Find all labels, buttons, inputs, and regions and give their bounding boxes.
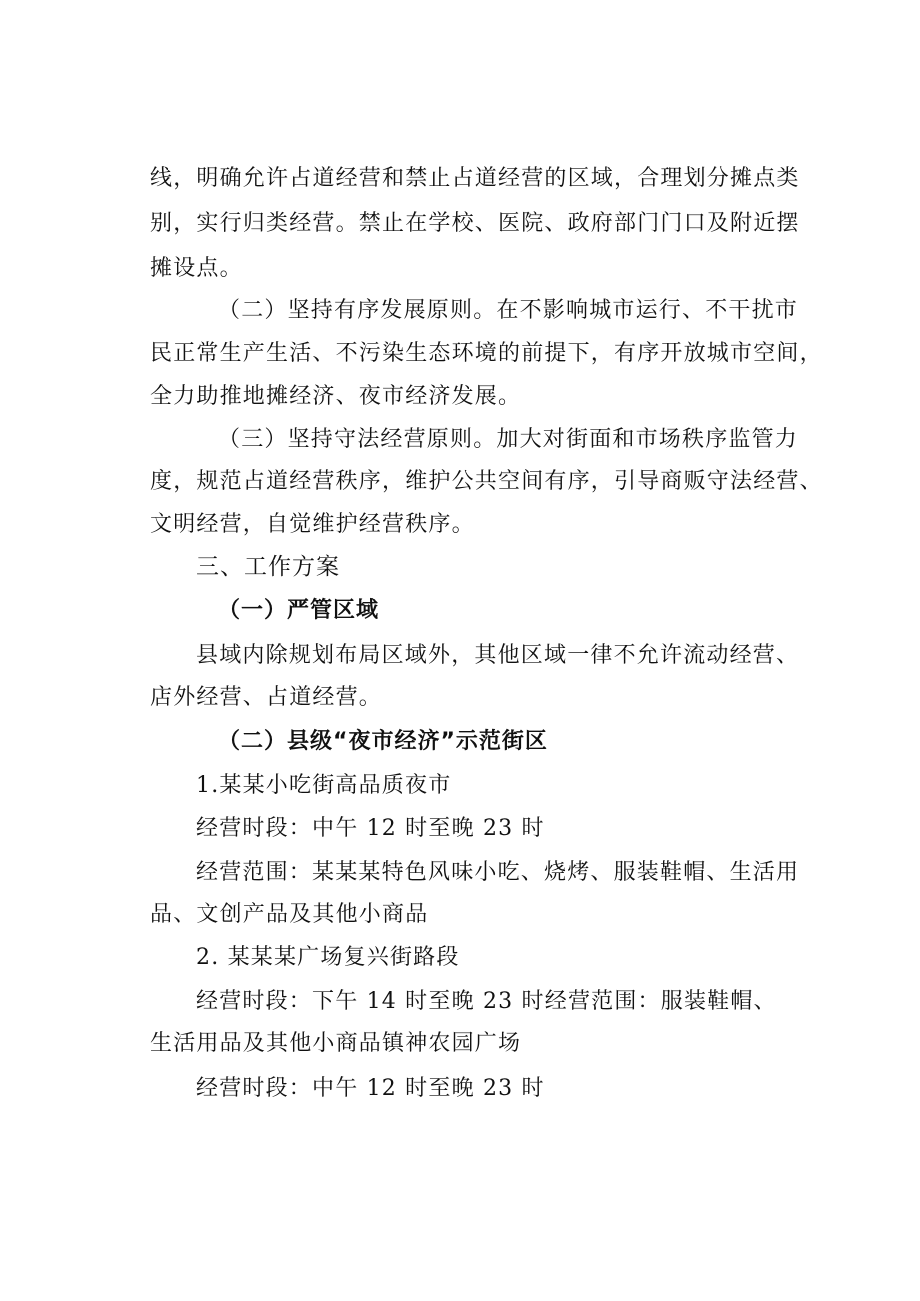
paragraph-1-line-2: 别，实行归类经营。禁止在学校、医院、政府部门门口及附近摆 xyxy=(150,211,800,236)
item-1-scope-line-2: 品、文创产品及其他小商品 xyxy=(150,902,429,927)
subsection-1-line-2: 店外经营、占道经营。 xyxy=(150,685,383,710)
section-3-title: 三、工作方案 xyxy=(196,554,340,580)
paragraph-2-line-3: 全力助推地摊经济、夜市经济发展。 xyxy=(150,384,522,409)
item-1-hours: 经营时段：中午 12 时至晚 23 时 xyxy=(196,816,545,841)
subsection-1-line-1: 县域内除规划布局区域外，其他区域一律不允许流动经营、 xyxy=(196,643,800,668)
paragraph-3-line-3: 文明经营，自觉维护经营秩序。 xyxy=(150,512,475,537)
paragraph-2-line-2: 民正常生产生活、不污染生态环境的前提下，有序开放城市空间， xyxy=(150,341,823,366)
paragraph-3-line-1: （三）坚持守法经营原则。加大对街面和市场秩序监管力 xyxy=(218,427,799,452)
item-2-line-2: 生活用品及其他小商品镇神农园广场 xyxy=(150,1031,522,1056)
subsection-1-title: （一）严管区域 xyxy=(218,598,380,623)
item-1-title: 1.某某小吃街高品质夜市 xyxy=(196,773,452,798)
subsection-2-title: （二）县级“夜市经济”示范街区 xyxy=(218,729,548,754)
item-2-title: 2. 某某某广场复兴街路段 xyxy=(196,945,460,970)
item-2-line-1: 经营时段：下午 14 时至晚 23 时经营范围：服装鞋帽、 xyxy=(196,989,777,1014)
item-3-hours: 经营时段：中午 12 时至晚 23 时 xyxy=(196,1076,545,1101)
paragraph-1-line-1: 线，明确允许占道经营和禁止占道经营的区域，合理划分摊点类 xyxy=(150,166,800,191)
paragraph-2-line-1: （二）坚持有序发展原则。在不影响城市运行、不干扰市 xyxy=(218,298,799,323)
item-1-scope-line-1: 经营范围：某某某特色风味小吃、烧烤、服装鞋帽、生活用 xyxy=(196,860,800,885)
paragraph-3-line-2: 度，规范占道经营秩序，维护公共空间有序，引导商贩守法经营、 xyxy=(150,469,823,494)
paragraph-1-line-3: 摊设点。 xyxy=(150,256,243,281)
